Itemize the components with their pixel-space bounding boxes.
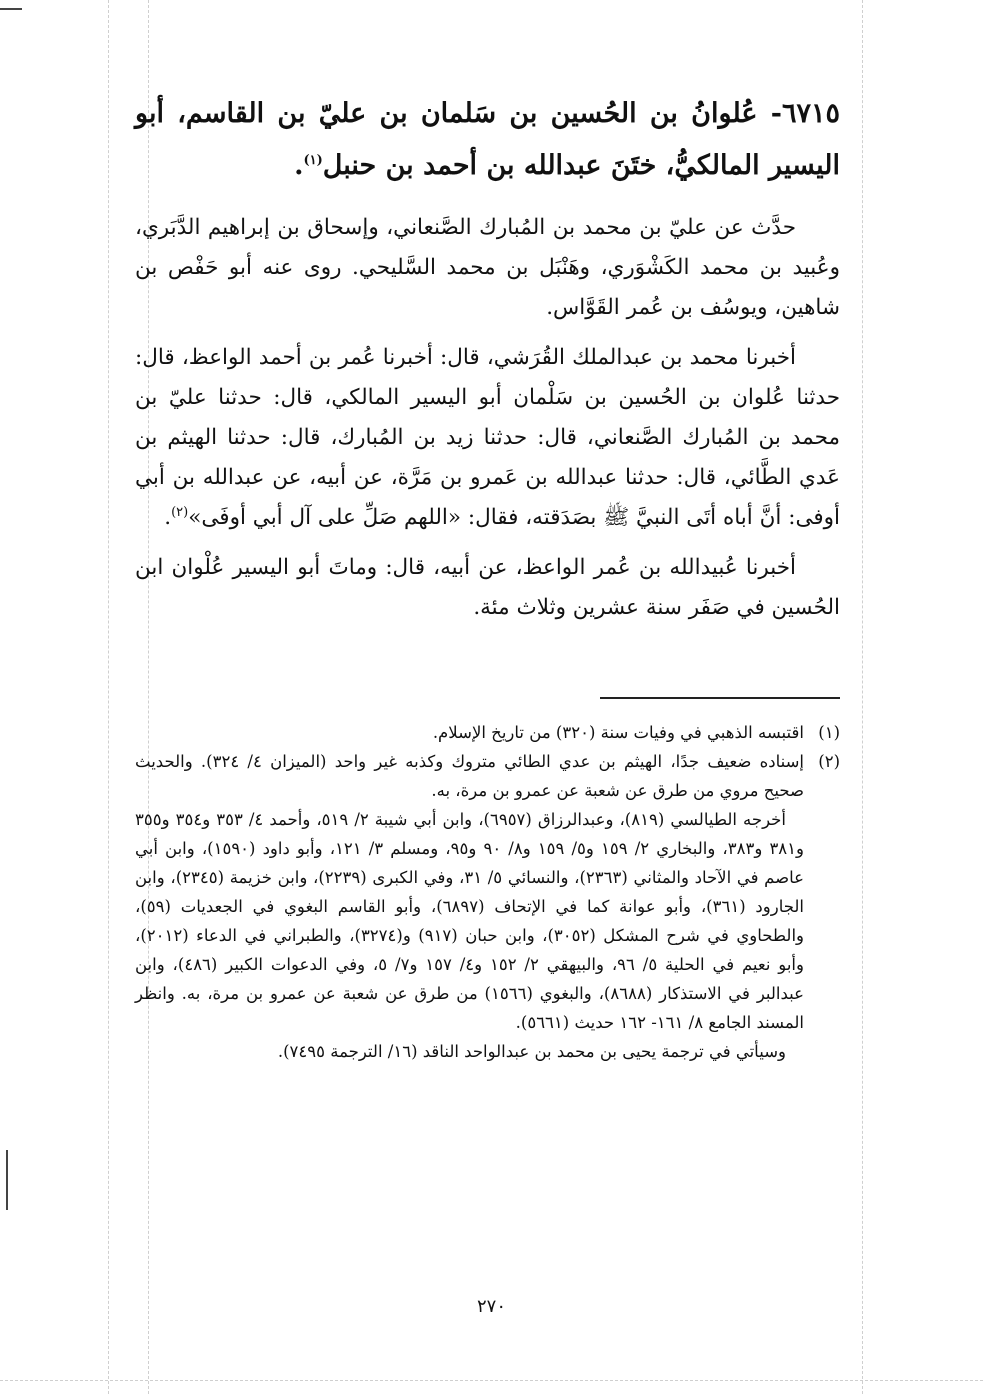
footnote-ref-1: (١) [303, 153, 323, 168]
paragraph-hadith-text: أخبرنا محمد بن عبدالملك القُرَشي، قال: أخبرنا عُمر بن أحمد الواعظ، قال: حدثنا عُلوان بن الحُسين بن سَلْمان أبو اليسير المالكي، قال: حدثنا عليّ بن محمد بن المُبارك الصَّنعاني، قال: حدثنا زيد بن المُبارك، قال: حدثنا الهيثم بن عَدي الطَّائي، قال: حدثنا عبدالله بن عَمرو بن مَرَّة، عن أبيه، عن عبدالله بن أبي أوفى: أنَّ أباه أتَى النبيَّ ﷺ بصَدَقته، فقال: «اللهم صَلِّ على آل أبي أوفَى» [135, 345, 840, 530]
scan-corner-mark [0, 8, 22, 10]
crop-guide-bottom [0, 1380, 983, 1381]
entry-heading [135, 88, 840, 192]
crop-guide-left [108, 0, 109, 1394]
footnote-1 [135, 718, 840, 747]
footnote-2 [135, 747, 840, 805]
footnote-separator [600, 697, 840, 699]
footnote-2-sources: أخرجه الطيالسي (٨١٩)، وعبدالرزاق (٦٩٥٧)، وابن أبي شيبة ٢/ ٥١٩، وأحمد ٤/ ٣٥٣ و٣٥٤ و٣٥٥ و٣٨١ و٣٨٣، والبخاري ٢/ ١٥٩ و٥/ ١٥٩ و٨/ ٩٠ و٩٥، ومسلم ٣/ ١٢١، وأبو داود (١٥٩٠)، وابن أبي عاصم في الآحاد والمثاني (٢٣٦٣)، والنسائي ٥/ ٣١، وفي الكبرى (٢٢٣٩)، وابن خزيمة (٢٣٤٥)، وابن الجارود (٣٦١)، وأبو عوانة كما في الإتحاف (٦٨٩٧)، وأبو القاسم البغوي في الجعديات (٥٩)، والطحاوي في شرح المشكل (٣٠٥٢)، وابن حبان (٩١٧) و(٣٢٧٤)، والطبراني في الدعاء (٢٠١٢)، وأبو نعيم في الحلية ٥/ ٩٦، والبيهقي ٢/ ١٥٢ و٤/ ١٥٧ و٧/ ٥، وفي الدعوات الكبير (٤٨٦)، وابن عبدالبر في الاستذكار (٨٦٨٨)، والبغوي (١٥٦٦) من طرق عن شعبة عن عمرو بن مرة، به. وانظر المسند الجامع ٨/ ١٦١- ١٦٢ حديث (٥٦٦١). [135, 810, 805, 1032]
scan-edge-mark [6, 1150, 8, 1210]
entry-heading-end: . [294, 150, 304, 181]
page-number: ٢٧٠ [476, 1296, 506, 1317]
entry-heading-text: ٦٧١٥- عُلوانُ بن الحُسين بن سَلمان بن عليّ بن القاسم، أبو اليسير المالكيُّ، ختَنَ عبدالله بن أحمد بن حنبل [135, 98, 840, 181]
footnote-ref-2: (٢) [171, 504, 189, 520]
footnote-2-crossref: وسيأتي في ترجمة يحيى بن محمد بن عبدالواحد الناقد (١٦/ الترجمة ٧٤٩٥). [277, 1042, 786, 1061]
footnote-text: اقتبسه الذهبي في وفيات سنة (٣٢٠) من تاريخ الإسلام. [432, 723, 804, 742]
paragraph-death: أخبرنا عُبيدالله بن عُمر الواعظ، عن أبيه، قال: وماتَ أبو اليسير عُلْوان ابن الحُسين في صَفَر سنة عشرين وثلاث مئة. [135, 555, 840, 620]
footnote-number: (١) [818, 723, 840, 742]
paragraph-hadith-end: . [164, 505, 172, 530]
main-text [135, 88, 840, 638]
footnote-number: (٢) [818, 752, 840, 771]
paragraph-teachers: حدَّث عن عليّ بن محمد بن المُبارك الصَّنعاني، وإسحاق بن إبراهيم الدَّبَري، وعُبيد بن محمد الكَشْوَري، وهَنْبَل بن محمد السَّليحي. روى عنه أبو حَفْص بن شاهين، ويوسُف بن عُمر القَوَّاس. [135, 215, 840, 320]
footnotes [135, 718, 840, 1066]
footnote-text: إسناده ضعيف جدًا، الهيثم بن عدي الطائي متروك وكذبه غير واحد (الميزان ٤/ ٣٢٤). والحديث صحيح مروي من طرق عن شعبة عن عمرو بن مرة، به. [135, 752, 804, 800]
crop-guide-right [862, 0, 863, 1394]
paragraph-hadith [135, 338, 840, 538]
